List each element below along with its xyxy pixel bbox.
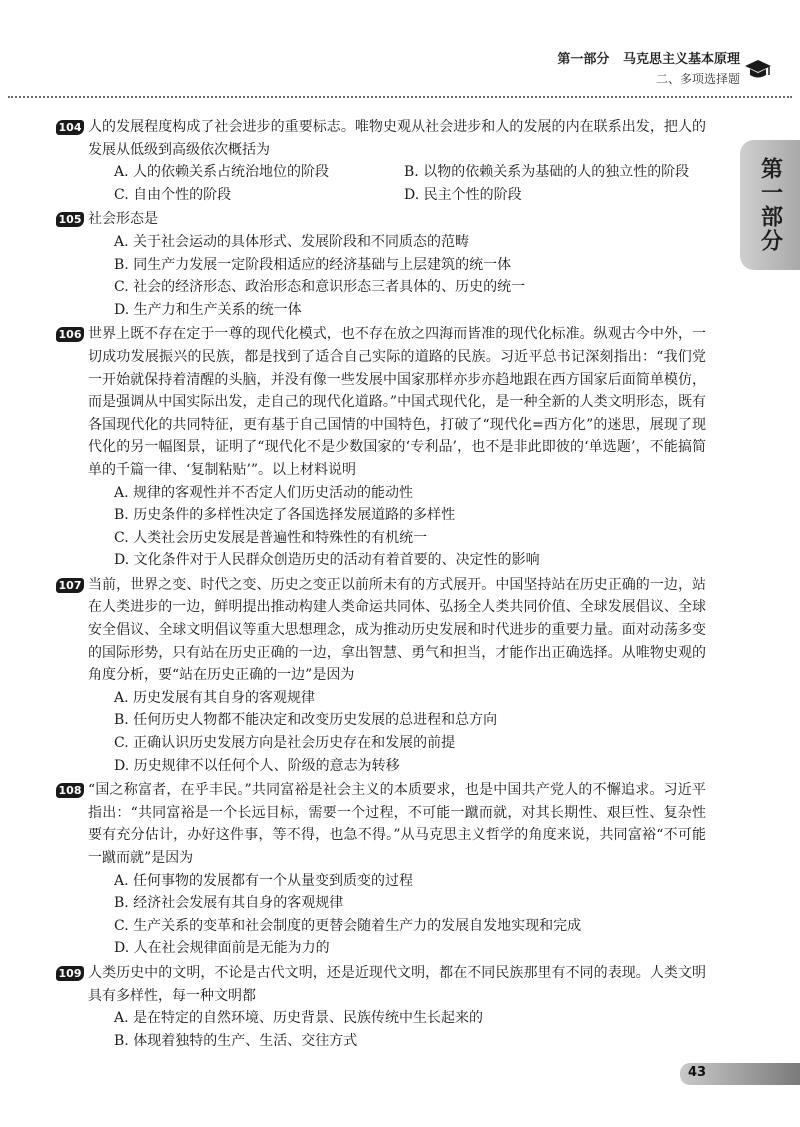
question-number-badge: 104 — [56, 120, 84, 135]
option-list — [82, 687, 706, 777]
question-stem: 当前，世界之变、时代之变、历史之变正以前所未有的方式展开。中国坚持站在历史正确的一边，站在人类进步的一边，鲜明提出推动构建人类命运共同体、弘扬全人类共同价值、全球发展倡议、全球安全倡议、全球文明倡议等重大思想理念，成为推动历史发展和时代进步的重要力量。面对动荡多变的国际形势，只有站在历史正确的一边，拿出智慧、勇气和担当，才能作出正确选择。从唯物史观的角度分析，要“站在历史正确的一边”是因为 — [88, 576, 706, 684]
option-list — [82, 161, 706, 206]
question-109 — [58, 962, 706, 1052]
page-header — [557, 48, 740, 87]
side-tab — [740, 140, 800, 270]
header-title: 马克思主义基本原理 — [622, 52, 740, 67]
question-107 — [58, 574, 706, 777]
question-104 — [58, 116, 706, 206]
option-list — [82, 870, 706, 960]
option-b: B. 经济社会发展有其自身的客观规律 — [114, 895, 344, 912]
option-c: C. 生产关系的变革和社会制度的更替会随着生产力的发展自发地实现和完成 — [114, 917, 582, 934]
option-a: A. 关于社会运动的具体形式、发展阶段和不同质态的范畴 — [114, 233, 470, 250]
option-list — [82, 231, 706, 321]
option-b: B. 任何历史人物都不能决定和改变历史发展的总进程和总方向 — [114, 712, 498, 729]
question-106 — [58, 323, 706, 572]
question-number-badge: 106 — [56, 327, 84, 342]
option-c: C. 自由个性的阶段 — [114, 186, 232, 203]
page-number: 43 — [688, 1065, 707, 1080]
option-d: D. 人在社会规律面前是无能为力的 — [114, 940, 330, 957]
question-number-badge: 105 — [56, 212, 84, 227]
option-d: D. 文化条件对于人民群众创造历史的活动有着首要的、决定性的影响 — [114, 552, 540, 569]
option-b: B. 历史条件的多样性决定了各国选择发展道路的多样性 — [114, 507, 456, 524]
question-list — [58, 116, 706, 1054]
header-part: 第一部分 — [557, 52, 610, 67]
option-a: A. 是在特定的自然环境、历史背景、民族传统中生长起来的 — [114, 1010, 484, 1027]
option-b: B. 体现着独特的生产、生活、交往方式 — [114, 1032, 358, 1049]
option-b: B. 以物的依赖关系为基础的人的独立性的阶段 — [404, 164, 690, 181]
option-c: C. 社会的经济形态、政治形态和意识形态三者具体的、历史的统一 — [114, 279, 526, 296]
option-d: D. 民主个性的阶段 — [404, 186, 522, 203]
option-a: A. 任何事物的发展都有一个从量变到质变的过程 — [114, 872, 414, 889]
option-b: B. 同生产力发展一定阶段相适应的经济基础与上层建筑的统一体 — [114, 256, 512, 273]
side-tab-label: 第一部分 — [757, 157, 783, 253]
option-list — [82, 482, 706, 572]
question-stem: 社会形态是 — [88, 211, 158, 228]
header-section: 二、多项选择题 — [655, 72, 740, 86]
header-title-line — [557, 48, 740, 67]
graduation-cap-icon — [744, 58, 772, 82]
option-d: D. 历史规律不以任何个人、阶级的意志为转移 — [114, 757, 400, 774]
page-number-tab — [680, 1063, 800, 1085]
option-d: D. 生产力和生产关系的统一体 — [114, 301, 302, 318]
question-number-badge: 107 — [56, 578, 84, 593]
question-stem: “国之称富者，在乎丰民。”共同富裕是社会主义的本质要求，也是中国共产党人的不懈追求。习近平指出：“共同富裕是一个长远目标，需要一个过程，不可能一蹴而就，对其长期性、艰巨性、复杂性要有充分估计，办好这件事，等不得，也急不得。”从马克思主义哲学的角度来说，共同富裕“不可能一蹴而就”是因为 — [88, 782, 706, 866]
question-number-badge: 109 — [56, 966, 84, 981]
option-list — [82, 1007, 706, 1052]
header-divider — [8, 96, 792, 98]
question-108 — [58, 779, 706, 960]
question-number-badge: 108 — [56, 783, 84, 798]
question-stem: 人的发展程度构成了社会进步的重要标志。唯物史观从社会进步和人的发展的内在联系出发，把人的发展从低级到高级依次概括为 — [88, 119, 706, 158]
question-105 — [58, 208, 706, 321]
question-stem: 人类历史中的文明，不论是古代文明，还是近现代文明，都在不同民族那里有不同的表现。人类文明具有多样性，每一种文明都 — [88, 964, 706, 1004]
option-a: A. 人的依赖关系占统治地位的阶段 — [114, 164, 330, 181]
option-a: A. 规律的客观性并不否定人们历史活动的能动性 — [114, 484, 414, 501]
option-c: C. 正确认识历史发展方向是社会历史存在和发展的前提 — [114, 735, 456, 752]
question-stem: 世界上既不存在定于一尊的现代化模式，也不存在放之四海而皆准的现代化标准。纵观古今中外，一切成功发展振兴的民族，都是找到了适合自己实际的道路的民族。习近平总书记深刻指出：“我们党一开始就保持着清醒的头脑，并没有像一些发展中国家那样亦步亦趋地跟在西方国家后面简单模仿，而是强调从中国实际出发，走自己的现代化道路。”中国式现代化，是一种全新的人类文明形态，既有各国现代化的共同特征，更有基于自己国情的中国特色，打破了“现代化=西方化”的迷思，展现了现代化的另一幅图景，证明了“现代化不是少数国家的‘专利品’，也不是非此即彼的‘单选题’，不能搞简单的千篇一律、‘复制粘贴’”。以上材料说明 — [88, 326, 706, 478]
option-c: C. 人类社会历史发展是普遍性和特殊性的有机统一 — [114, 529, 428, 546]
option-a: A. 历史发展有其自身的客观规律 — [114, 689, 316, 706]
